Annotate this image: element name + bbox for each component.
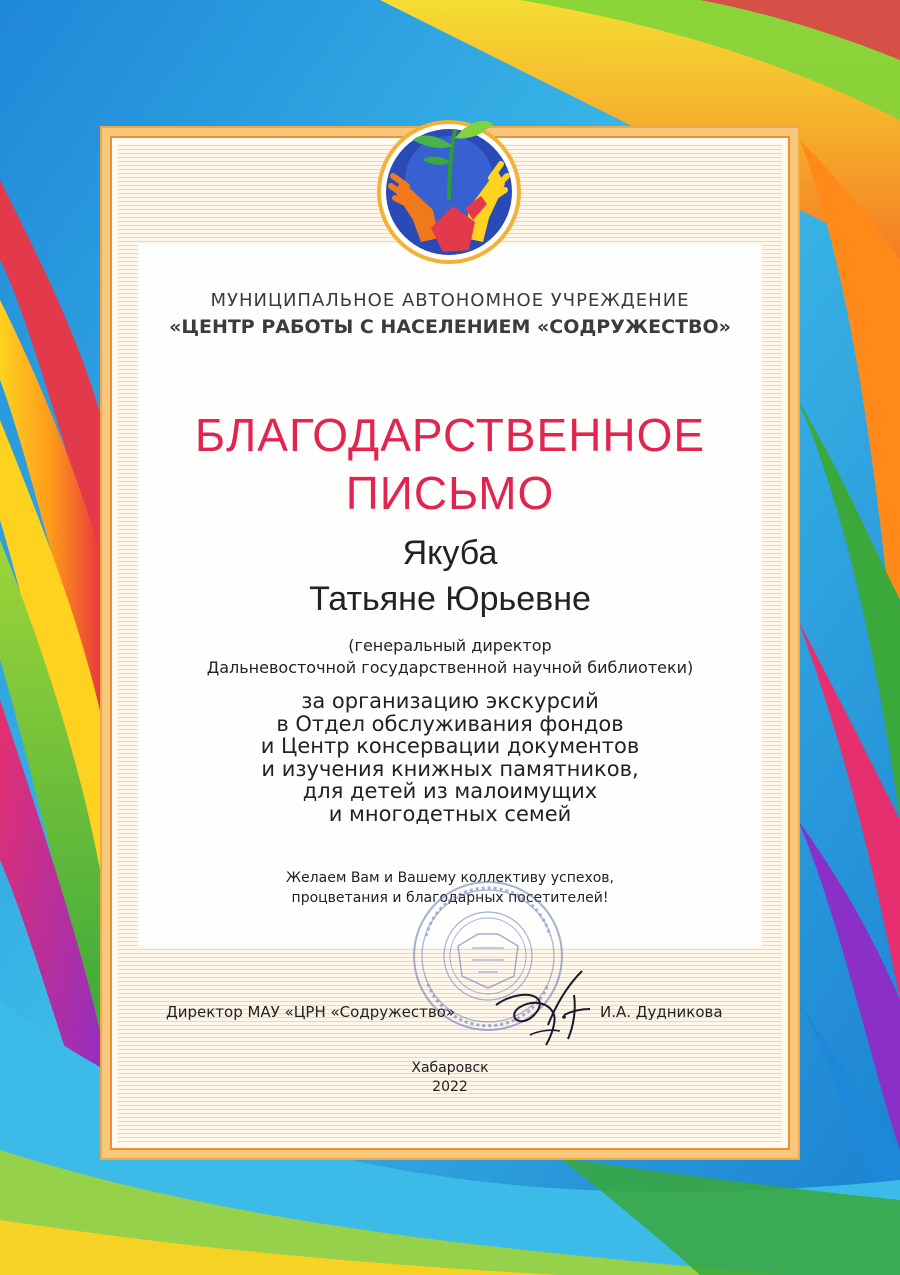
reason-line: для детей из малоимущих (302, 779, 598, 803)
director-name: И.А. Дудникова (600, 1003, 723, 1021)
year: 2022 (432, 1079, 468, 1095)
recipient-position-line-1: (генеральный директор (348, 636, 552, 655)
reason-line: в Отдел обслуживания фондов (276, 711, 624, 736)
document-title-line-2: ПИСЬМО (345, 467, 555, 519)
document-title-line-1: БЛАГОДАРСТВЕННОЕ (194, 409, 706, 461)
reason-line: за организацию экскурсий (301, 689, 599, 713)
organization-line-1: МУНИЦИПАЛЬНОЕ АВТОНОМНОЕ УЧРЕЖДЕНИЕ (210, 290, 690, 311)
hands-sprout-emblem-icon (373, 110, 525, 270)
reason-line: и изучения книжных памятников, (261, 756, 639, 781)
director-title: Директор МАУ «ЦРН «Содружество» (166, 1003, 456, 1021)
recipient-surname: Якуба (402, 534, 498, 572)
recipient-given-name: Татьяне Юрьевне (309, 580, 591, 618)
reason-line: и Центр консервации документов (260, 734, 640, 758)
city: Хабаровск (411, 1060, 489, 1076)
wishes-line-2: процветания и благодарных посетителей! (291, 890, 609, 906)
wishes-line-1: Желаем Вам и Вашему коллективу успехов, (285, 870, 615, 886)
reason-line: и многодетных семей (328, 801, 572, 826)
organization-line-2: «ЦЕНТР РАБОТЫ С НАСЕЛЕНИЕМ «СОДРУЖЕСТВО» (169, 316, 731, 338)
gratitude-reason (120, 690, 780, 825)
handwritten-signature-icon (490, 965, 610, 1055)
recipient-position-line-2: Дальневосточной государственной научной библиотеки) (206, 658, 694, 677)
